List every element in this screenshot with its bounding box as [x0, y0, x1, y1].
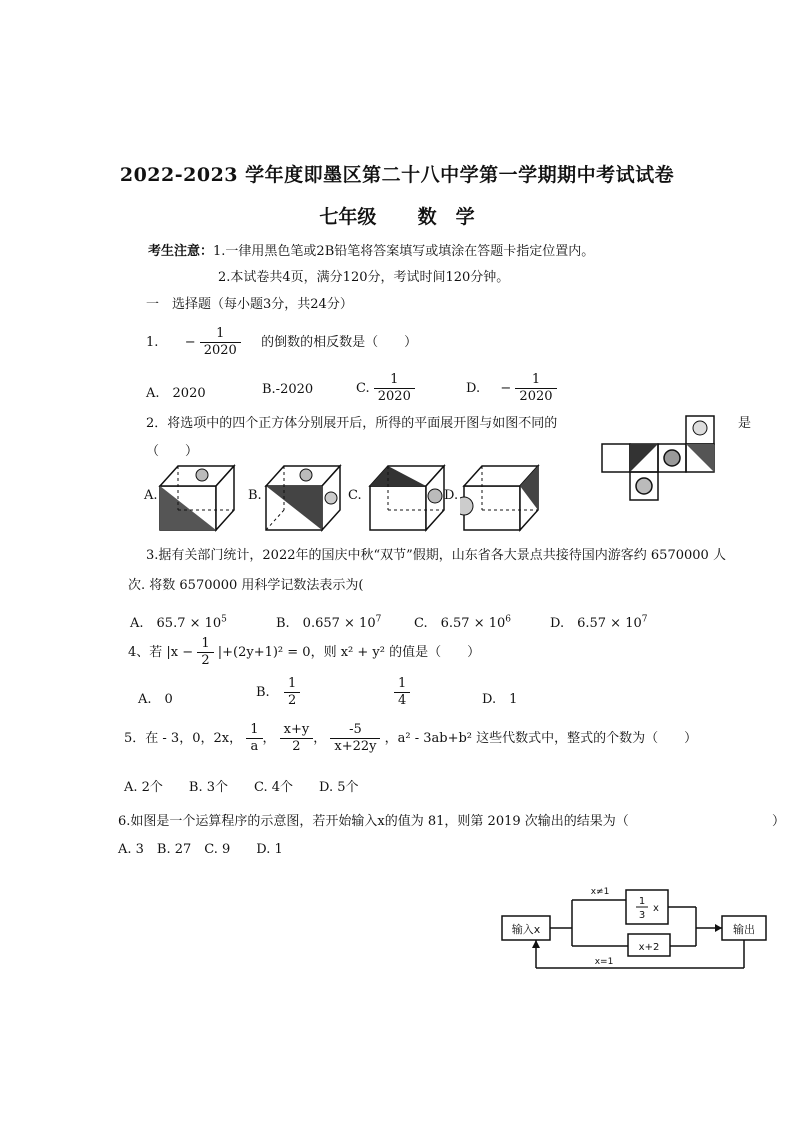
- notice-item-2: 2.本试卷共4页，满分120分，考试时间120分钟。: [218, 270, 510, 285]
- q5-f3-num: -5: [330, 722, 380, 739]
- q3-option-a-exp: 5: [221, 614, 227, 625]
- notice-item-1: 1.一律用黑色笔或2B铅笔将答案填写或填涂在答题卡指定位置内。: [213, 244, 595, 259]
- q3-option-b-base: B. 0.657 × 10: [276, 616, 376, 631]
- q1-option-d-num: 1: [515, 372, 556, 389]
- q1-option-b: B.-2020: [262, 382, 314, 397]
- q4-option-a: A. 0: [138, 692, 173, 707]
- subject-label: 数 学: [417, 206, 475, 228]
- q1-option-c-label: C.: [356, 381, 370, 396]
- flow-top-op-var: x: [653, 903, 659, 914]
- flow-top-op-num: 1: [638, 896, 646, 907]
- q4-option-b: [256, 676, 300, 709]
- q4-half: [197, 636, 213, 669]
- q3-stem-line-2: 次. 将数 6570000 用科学记数法表示为(: [128, 578, 364, 593]
- q3-option-c: [414, 612, 511, 631]
- notice-label: 考生注意：: [148, 244, 214, 259]
- flow-output-box: 输出: [733, 923, 755, 936]
- q5-f3-den: x+22y: [334, 739, 377, 754]
- q4-option-b-num: 1: [284, 676, 300, 693]
- q1-stem: 的倒数的相反数是（ ）: [261, 335, 418, 350]
- q4-lead: 4、若: [128, 645, 163, 660]
- q2-cube-d: [460, 462, 544, 534]
- q5-fraction-2: [280, 722, 314, 755]
- q4-option-b-label: B.: [256, 685, 270, 700]
- flow-top-condition: x≠1: [590, 887, 610, 897]
- q5-f1-num: 1: [246, 722, 262, 739]
- q2-cube-b: [262, 462, 346, 534]
- q2-option-b-label: B.: [248, 488, 262, 503]
- exam-title: 2022-2023 学年度即墨区第二十八中学第一学期期中考试试卷: [119, 164, 675, 186]
- q2-option-d-label: D.: [444, 488, 459, 503]
- q3-option-b: [276, 612, 381, 631]
- q4-expr-b: |+(2y+1)² = 0，则: [217, 645, 337, 660]
- q4-option-c-den: 4: [398, 693, 407, 708]
- q1-option-c-den: 2020: [377, 389, 411, 404]
- q4-option-c-num: 1: [394, 676, 410, 693]
- q1-frac-num: 1: [200, 326, 241, 343]
- operation-flowchart: [496, 880, 776, 976]
- question-1: [146, 326, 417, 359]
- question-5: 5．在 - 3，0，2x， $\frac{1}{a}$ ， $\frac{x+y}{2}$ ， $\frac{-5}{x+22y}$ ，a² - 3ab+b² 这些代数式中，整式的个数为（ ）: [124, 722, 698, 754]
- q3-option-c-base: C. 6.57 × 10: [414, 616, 506, 631]
- q2-option-c-label: C.: [348, 488, 362, 503]
- q2-paren: （ ）: [146, 444, 199, 459]
- q5-f1-den: a: [250, 739, 259, 754]
- q4-expr-a: |x −: [166, 645, 194, 660]
- q1-option-d: [466, 372, 557, 405]
- q2-cube-c: [366, 462, 450, 534]
- flow-bottom-condition: x=1: [594, 957, 614, 967]
- q1-option-d-minus: −: [500, 381, 512, 396]
- q1-fraction: [200, 326, 241, 359]
- q6-stem: 6.如图是一个运算程序的示意图，若开始输入x的值为 81，则第 2019 次输出的结果为（: [118, 814, 629, 829]
- q1-option-a: A. 2020: [146, 386, 206, 401]
- q3-option-d: [550, 612, 647, 631]
- q1-minus: −: [184, 335, 196, 350]
- grade-label: 七年级: [319, 206, 377, 228]
- q5-fraction-1: [246, 722, 262, 755]
- q3-option-a-base: A. 65.7 × 10: [130, 616, 222, 631]
- q4-option-b-den: 2: [287, 693, 297, 708]
- q2-option-a-label: A.: [144, 488, 158, 503]
- q1-option-c-num: 1: [374, 372, 415, 389]
- q4-option-d: D. 1: [482, 692, 518, 707]
- q1-option-d-label: D.: [466, 381, 481, 396]
- q4-half-num: 1: [197, 636, 213, 653]
- q1-frac-den: 2020: [203, 343, 237, 358]
- q5-fraction-3: [330, 722, 380, 755]
- q5-options: A. 2个 B. 3个 C. 4个 D. 5个: [124, 780, 359, 795]
- q1-option-d-den: 2020: [519, 389, 553, 404]
- question-4: [128, 636, 480, 669]
- q1-option-c: [356, 372, 415, 405]
- q4-option-c: [394, 676, 410, 709]
- q2-cube-a: [156, 462, 240, 534]
- q5-lead: 5．在 - 3，0，2x，: [124, 731, 243, 746]
- q1-number: 1.: [146, 335, 159, 350]
- q6-options: A. 3 B. 27 C. 9 D. 1: [118, 842, 283, 857]
- section-heading: 一 选择题（每小题3分，共24分）: [146, 297, 353, 312]
- q5-tail: ，a² - 3ab+b² 这些代数式中，整式的个数为（ ）: [384, 731, 698, 746]
- cube-net-figure: [600, 414, 730, 504]
- q6-stem-end: ）: [772, 814, 786, 829]
- q5-f2-den: 2: [292, 739, 301, 754]
- notice-line-1: [148, 240, 594, 259]
- q3-option-b-exp: 7: [375, 614, 382, 625]
- q3-stem-line-1: 3.据有关部门统计，2022年的国庆中秋“双节”假期，山东省各大景点共接待国内游客约 6570000 人: [146, 548, 726, 563]
- q3-option-d-base: D. 6.57 × 10: [550, 616, 642, 631]
- q3-option-a: [130, 612, 227, 631]
- exam-subtitle: [0, 202, 794, 229]
- q4-expr-c: x² + y² 的值是（ ）: [340, 645, 481, 660]
- flow-bottom-op: x+2: [638, 942, 660, 953]
- q4-half-den: 2: [201, 653, 210, 668]
- flow-top-op-den: 3: [638, 910, 646, 921]
- q3-option-d-exp: 7: [641, 614, 648, 625]
- q3-option-c-exp: 6: [505, 614, 511, 625]
- q5-f2-num: x+y: [280, 722, 314, 739]
- q2-stem: 2．将选项中的四个正方体分别展开后，所得的平面展开图与如图不同的: [146, 416, 558, 431]
- flow-input-box: 输入x: [511, 923, 541, 936]
- q2-stem-end: 是: [738, 416, 752, 431]
